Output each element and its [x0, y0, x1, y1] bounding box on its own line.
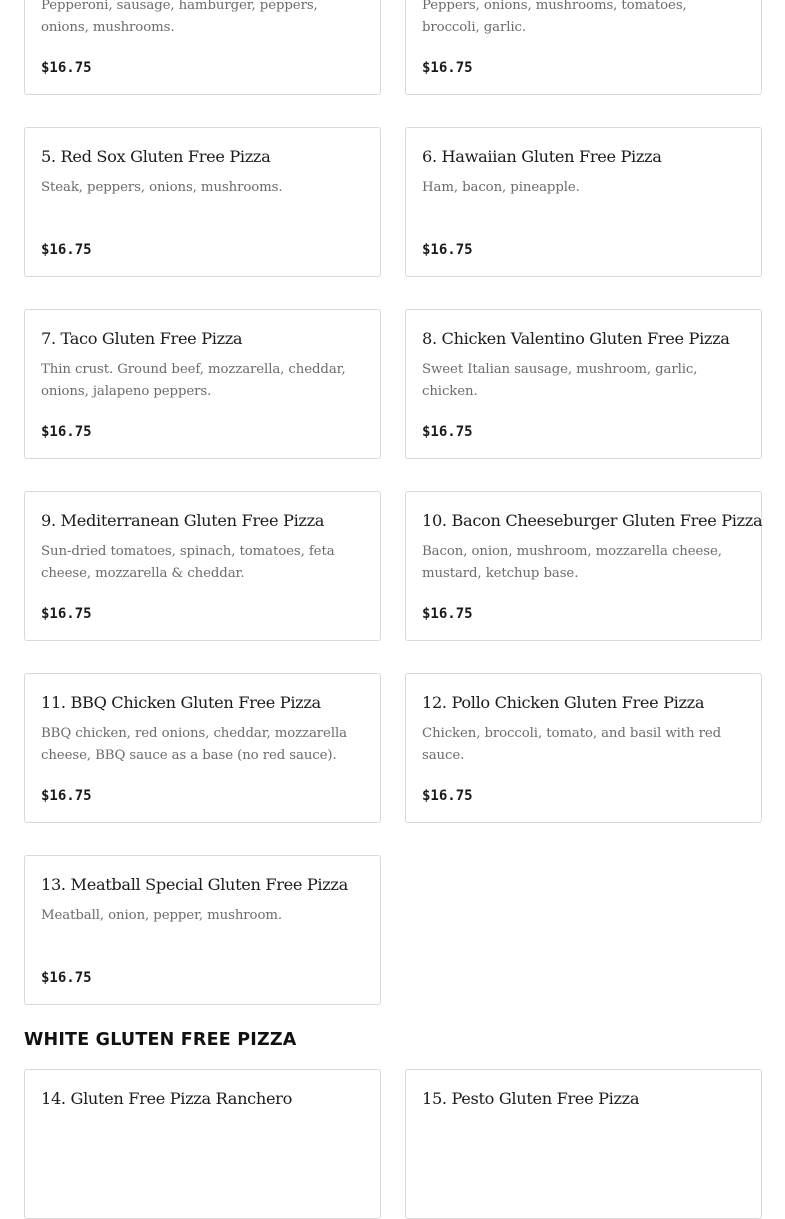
menu-item-price: $16.75	[41, 788, 92, 804]
menu-item-title: 8. Chicken Valentino Gluten Free Pizza	[422, 329, 730, 348]
section-heading: WHITE GLUTEN FREE PIZZA	[24, 1030, 297, 1050]
menu-item-price: $16.75	[422, 424, 473, 440]
menu-item-description: Sun-dried tomatoes, spinach, tomatoes, feta cheese, mozzarella & cheddar.	[41, 544, 335, 581]
menu-item-price: $16.75	[41, 606, 92, 622]
menu-item-card[interactable]	[24, 491, 381, 641]
menu-item-title: 6. Hawaiian Gluten Free Pizza	[422, 147, 662, 166]
menu-item-card[interactable]	[24, 0, 381, 95]
menu-item-price: $16.75	[41, 242, 92, 258]
menu-item-price: $16.75	[41, 60, 92, 76]
menu-item-price: $16.75	[422, 60, 473, 76]
menu-item-description: Peppers, onions, mushrooms, tomatoes, broccoli, garlic.	[422, 0, 687, 35]
menu-item-price: $16.75	[41, 970, 92, 986]
menu-item-title: 5. Red Sox Gluten Free Pizza	[41, 147, 271, 166]
menu-item-description: Thin crust. Ground beef, mozzarella, cheddar, onions, jalapeno peppers.	[41, 362, 346, 399]
menu-item-price: $16.75	[422, 242, 473, 258]
menu-item-description: Pepperoni, sausage, hamburger, peppers, onions, mushrooms.	[41, 0, 318, 35]
menu-item-card[interactable]	[405, 0, 762, 95]
menu-item-card[interactable]	[405, 127, 762, 277]
menu-item-description: Steak, peppers, onions, mushrooms.	[41, 180, 283, 195]
menu-item-card[interactable]	[24, 1069, 381, 1219]
menu-item-description: Ham, bacon, pineapple.	[422, 180, 580, 195]
menu-item-price: $16.75	[422, 606, 473, 622]
menu-item-title: 12. Pollo Chicken Gluten Free Pizza	[422, 693, 705, 712]
menu-item-description: Meatball, onion, pepper, mushroom.	[41, 908, 282, 923]
menu-item-title: 14. Gluten Free Pizza Ranchero	[41, 1089, 292, 1108]
menu-item-title: 15. Pesto Gluten Free Pizza	[422, 1089, 640, 1108]
menu-item-card[interactable]	[24, 309, 381, 459]
menu-item-card[interactable]	[24, 673, 381, 823]
menu-item-price: $16.75	[422, 788, 473, 804]
menu-item-title: 9. Mediterranean Gluten Free Pizza	[41, 511, 325, 530]
menu-item-price: $16.75	[41, 424, 92, 440]
menu-item-card[interactable]	[405, 491, 762, 641]
menu-item-card[interactable]	[24, 855, 381, 1005]
menu-item-title: 10. Bacon Cheeseburger Gluten Free Pizza	[422, 511, 763, 530]
menu-item-description: Sweet Italian sausage, mushroom, garlic, chicken.	[422, 362, 698, 399]
menu-item-description: Chicken, broccoli, tomato, and basil with red sauce.	[422, 726, 722, 763]
menu-item-card[interactable]	[405, 309, 762, 459]
menu-item-title: 11. BBQ Chicken Gluten Free Pizza	[41, 693, 321, 712]
menu-item-title: 7. Taco Gluten Free Pizza	[41, 329, 243, 348]
menu-item-description: BBQ chicken, red onions, cheddar, mozzarella cheese, BBQ sauce as a base (no red sauce).	[41, 726, 347, 763]
menu-item-title: 13. Meatball Special Gluten Free Pizza	[41, 875, 348, 894]
menu-item-card[interactable]	[405, 1069, 762, 1219]
menu-item-description: Bacon, onion, mushroom, mozzarella cheese, mustard, ketchup base.	[422, 544, 722, 581]
menu-item-card[interactable]	[24, 127, 381, 277]
menu-item-card[interactable]	[405, 673, 762, 823]
